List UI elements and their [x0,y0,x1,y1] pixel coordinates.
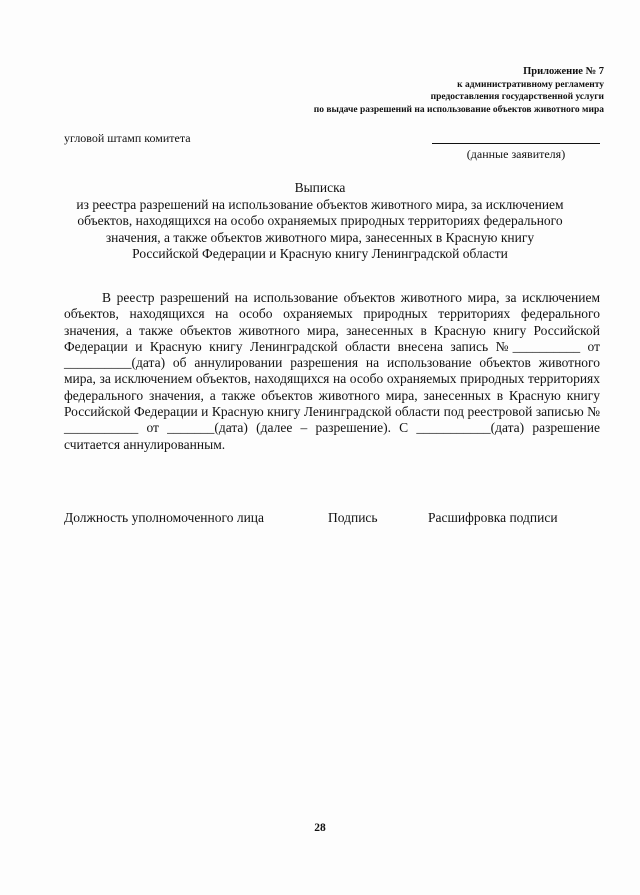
appendix-header [184,66,604,116]
appendix-line-1: к административному регламенту [457,79,604,90]
page-number: 28 [314,822,326,834]
applicant-block [432,131,600,162]
signature-decode-label: Расшифровка подписи [428,510,558,525]
title-line-1: из реестра разрешений на использование объектов животного мира, за исключением [76,196,564,212]
body-paragraph: В реестр разрешений на использование объектов животного мира, за исключением объектов, находящихся на особо охраняемых природных территориях федерального значения, а также объектов животного мира, занесенных в Красную книгу Российской Федерации и Красную книгу Ленинградской области внесена запись №__________ от __________(дата) об аннулировании разрешения на использование объектов животного мира, за исключением объектов, находящихся на особо охраняемых природных территориях федерального значения, а также объектов животного мира, занесенных в Красную книгу Российской Федерации и Красную книгу Ленинградской области под реестровой записью № ___________ от _______(дата) (далее – разрешение). С ___________(дата) разрешение считается аннулированным. [64,290,600,452]
document-title [60,180,580,263]
title-line-3: значения, а также объектов животного мира, занесенных в Красную книгу [105,229,535,245]
signature-sign-label: Подпись [328,510,378,525]
stamp-label: угловой штамп комитета [64,131,191,145]
applicant-blank-line [432,131,600,144]
appendix-number: Приложение № 7 [523,66,604,77]
appendix-line-3: по выдаче разрешений на использование объектов животного мира [313,104,604,115]
title-line-4: Российской Федерации и Красную книгу Ленинградской области [132,246,508,261]
applicant-label: (данные заявителя) [466,147,566,161]
signature-position-label: Должность уполномоченного лица [64,510,265,525]
title-heading: Выписка [294,180,346,195]
body-text [64,290,600,453]
title-line-2: объектов, находящихся на особо охраняемых природных территориях федерального [77,213,563,228]
appendix-line-2: предоставления государственной услуги [430,92,604,102]
